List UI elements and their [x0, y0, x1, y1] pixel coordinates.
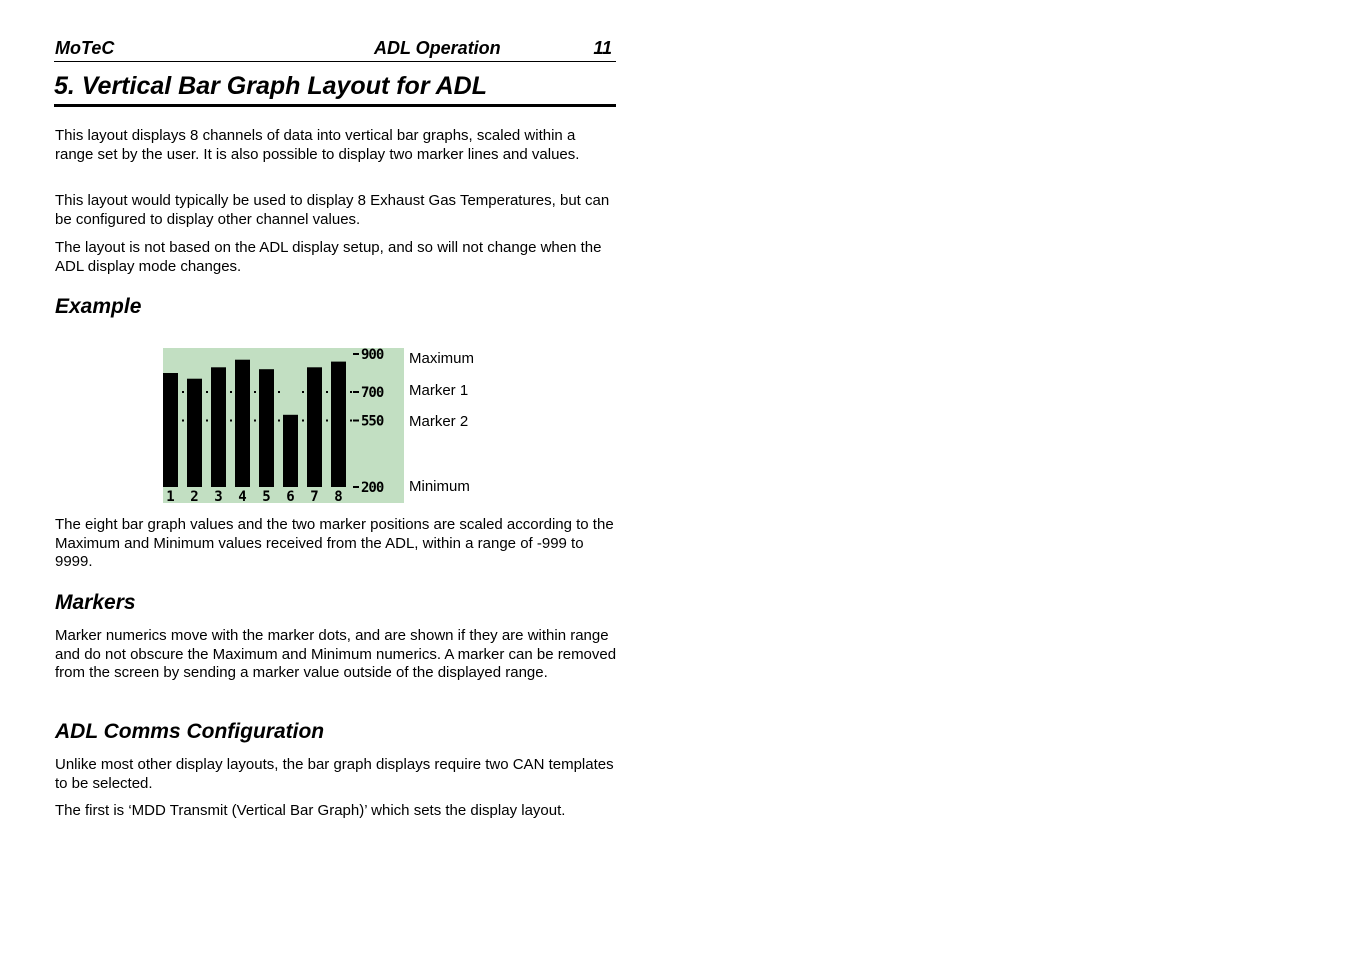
marker-2-dot	[350, 420, 352, 422]
bar-6	[283, 415, 298, 487]
running-header	[54, 37, 616, 62]
bar-3	[211, 367, 226, 487]
callout-maximum: Maximum	[409, 350, 475, 367]
example-caption: The eight bar graph values and the two marker positions are scaled according to the Maximum and Minimum values received from the ADL, within a range of -999 to 9999.	[55, 516, 614, 570]
marker-2-dot	[254, 420, 256, 422]
numeric-marker-1-tick	[353, 391, 359, 393]
bar-7	[307, 367, 322, 487]
comms-paragraph-2: The first is ‘MDD Transmit (Vertical Bar Graph)’ which sets the display layout.	[55, 802, 566, 819]
marker-2-dot	[278, 420, 280, 422]
bar-label-5: 5	[262, 489, 271, 503]
bar-2	[187, 379, 202, 487]
marker-1-dot	[230, 391, 232, 393]
numeric-marker-2-tick	[353, 420, 359, 422]
marker-1-dot	[254, 391, 256, 393]
numeric-minimum-tick	[353, 486, 359, 488]
bar-label-4: 4	[238, 489, 247, 503]
marker-1-dot	[206, 391, 208, 393]
bar-label-2: 2	[190, 489, 199, 503]
markers-heading: Markers	[55, 591, 136, 614]
marker-1-dot	[326, 391, 328, 393]
numeric-maximum: 900	[361, 348, 384, 363]
header-brand: MoTeC	[55, 38, 115, 58]
marker-1-dot	[278, 391, 280, 393]
numeric-marker-1: 700	[361, 385, 384, 401]
intro-paragraph-3: The layout is not based on the ADL display setup, and so will not change when the ADL display mode changes.	[55, 239, 602, 275]
numeric-marker-2: 550	[361, 413, 384, 430]
callout-marker-2: Marker 2	[409, 413, 469, 430]
numeric-minimum: 200	[361, 480, 384, 496]
intro-paragraph-2: This layout would typically be used to display 8 Exhaust Gas Temperatures, but can be configured to display other channel values.	[55, 192, 610, 228]
lcd-bar-graph-svg	[163, 348, 404, 503]
bar-label-1: 1	[166, 489, 175, 503]
lcd-bar-graph-display	[163, 348, 404, 503]
marker-1-dot	[182, 391, 184, 393]
bar-8	[331, 362, 346, 487]
callout-minimum: Minimum	[409, 478, 470, 495]
marker-1-dot	[302, 391, 304, 393]
comms-paragraph-1: Unlike most other display layouts, the bar graph displays require two CAN templates to be selected.	[55, 756, 614, 792]
comms-heading: ADL Comms Configuration	[55, 720, 325, 743]
intro-paragraph-1: This layout displays 8 channels of data into vertical bar graphs, scaled within a range set by the user. It is also possible to display two marker lines and values.	[55, 127, 580, 163]
bar-label-8: 8	[334, 489, 343, 503]
bar-4	[235, 360, 250, 487]
markers-paragraph: Marker numerics move with the marker dots, and are shown if they are within range and do not obscure the Maximum and Minimum numerics. A marker can be removed from the screen by sending a marker value outside of the displayed range.	[55, 627, 617, 681]
header-section-title: ADL Operation	[374, 38, 501, 58]
bar-label-7: 7	[310, 489, 319, 503]
page-number: 11	[593, 38, 612, 58]
example-heading: Example	[55, 295, 142, 318]
callout-marker-1: Marker 1	[409, 382, 469, 399]
marker-1-dot	[350, 391, 352, 393]
marker-2-dot	[326, 420, 328, 422]
bar-label-6: 6	[286, 489, 295, 503]
marker-2-dot	[182, 420, 184, 422]
numeric-maximum-tick	[353, 353, 359, 355]
chapter-title: 5. Vertical Bar Graph Layout for ADL	[54, 71, 616, 107]
bar-5	[259, 369, 274, 487]
marker-2-dot	[302, 420, 304, 422]
marker-2-dot	[206, 420, 208, 422]
bar-label-3: 3	[214, 489, 223, 503]
bar-1	[163, 373, 178, 487]
marker-2-dot	[230, 420, 232, 422]
